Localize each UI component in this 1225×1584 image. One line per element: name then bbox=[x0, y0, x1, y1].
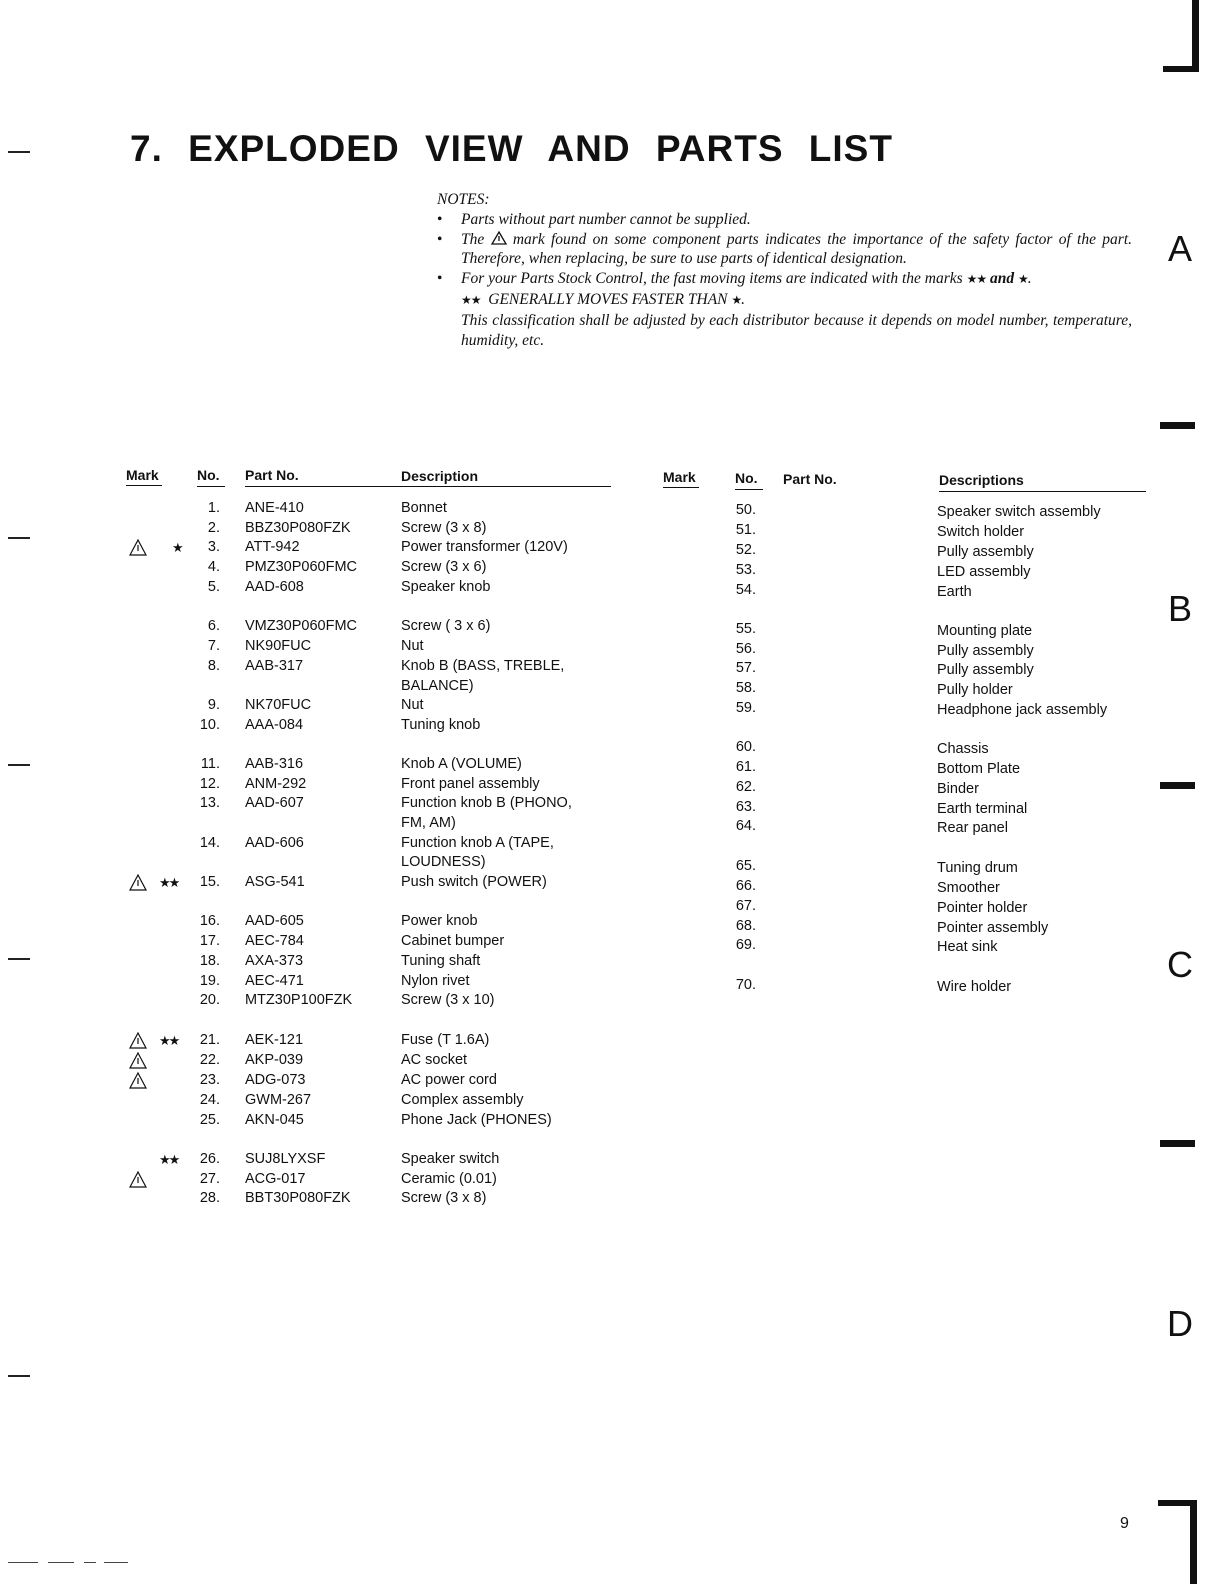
warning-triangle-icon bbox=[129, 1072, 147, 1089]
region-letter-c: C bbox=[1167, 944, 1193, 985]
header-underline bbox=[735, 489, 763, 490]
part-description: Speaker switch assembly bbox=[937, 504, 1101, 520]
part-number: AEC-784 bbox=[245, 933, 304, 949]
part-description: Bottom Plate bbox=[937, 761, 1021, 777]
part-number: AXA-373 bbox=[245, 953, 304, 969]
part-number: ACG-017 bbox=[245, 1171, 306, 1187]
row-number: 6. bbox=[207, 618, 220, 634]
notes-block bbox=[437, 190, 1132, 350]
part-description: Power transformer (120V) bbox=[401, 539, 568, 555]
part-description: Screw ( 3 x 6) bbox=[401, 618, 491, 634]
row-number: 62. bbox=[735, 779, 756, 795]
part-description: BALANCE) bbox=[401, 678, 474, 694]
part-number: ADG-073 bbox=[245, 1072, 306, 1088]
part-description: Nut bbox=[401, 697, 424, 713]
part-description: Tuning drum bbox=[937, 860, 1018, 876]
bottom-dash bbox=[84, 1562, 96, 1563]
row-number: 19. bbox=[199, 973, 220, 989]
note-text: mark found on some component parts indicates the importance of the safety factor of the part. Therefore, when replacing, be sure to use parts of identical designation. bbox=[461, 230, 1132, 268]
row-number: 60. bbox=[735, 739, 756, 755]
crop-mark-bottom-right bbox=[1190, 1500, 1197, 1584]
row-number: 15. bbox=[199, 874, 220, 890]
row-number: 9. bbox=[207, 697, 220, 713]
row-number: 57. bbox=[735, 660, 756, 676]
part-number: AAA-084 bbox=[245, 717, 304, 733]
warning-triangle-icon bbox=[129, 1052, 147, 1069]
part-description: Binder bbox=[937, 781, 979, 797]
part-description: Rear panel bbox=[937, 820, 1008, 836]
part-description: Screw (3 x 8) bbox=[401, 520, 487, 536]
part-number: SUJ8LYXSF bbox=[245, 1151, 326, 1167]
note-line bbox=[437, 290, 1132, 311]
row-number: 23. bbox=[199, 1072, 220, 1088]
left-tick-mark bbox=[8, 537, 30, 539]
row-number: 66. bbox=[735, 878, 756, 894]
left-header-part-no: Part No. bbox=[245, 467, 299, 483]
part-description: Power knob bbox=[401, 913, 478, 929]
part-number: AEK-121 bbox=[245, 1032, 304, 1048]
part-number: AEC-471 bbox=[245, 973, 304, 989]
right-header-no: No. bbox=[735, 470, 758, 486]
page-number: 9 bbox=[1120, 1515, 1129, 1532]
row-number: 59. bbox=[735, 700, 756, 716]
note-item bbox=[437, 210, 1132, 230]
star-icon: ★ bbox=[731, 292, 742, 307]
row-number: 24. bbox=[199, 1092, 220, 1108]
part-description: Speaker knob bbox=[401, 579, 491, 595]
part-number: NK90FUC bbox=[245, 638, 312, 654]
region-letter-d: D bbox=[1167, 1303, 1193, 1344]
double-star-icon: ★★ bbox=[159, 875, 179, 890]
bottom-dash bbox=[48, 1562, 74, 1563]
double-star-icon: ★★ bbox=[159, 1152, 179, 1167]
part-description: Wire holder bbox=[937, 979, 1012, 995]
header-underline bbox=[197, 486, 225, 487]
row-number: 7. bbox=[207, 638, 220, 654]
region-bar bbox=[1160, 1140, 1195, 1147]
part-number: ANE-410 bbox=[245, 500, 304, 516]
part-description: Headphone jack assembly bbox=[937, 702, 1108, 718]
warning-triangle-icon bbox=[129, 539, 147, 556]
header-underline bbox=[126, 485, 162, 486]
part-description: LOUDNESS) bbox=[401, 854, 486, 870]
note-item bbox=[437, 230, 1132, 270]
part-description: Switch holder bbox=[937, 524, 1025, 540]
row-number: 65. bbox=[735, 858, 756, 874]
double-star-icon: ★★ bbox=[461, 292, 481, 307]
star-icon: ★ bbox=[1017, 272, 1028, 287]
part-description: Nylon rivet bbox=[401, 973, 470, 989]
part-description: Tuning knob bbox=[401, 717, 481, 733]
note-line: This classification shall be adjusted by each distributor because it depends on model number, temperature, humidity, etc. bbox=[461, 311, 1132, 349]
row-number: 50. bbox=[735, 502, 756, 518]
part-number: AAB-317 bbox=[245, 658, 304, 674]
left-header-description: Description bbox=[401, 468, 479, 484]
part-number: VMZ30P060FMC bbox=[245, 618, 358, 634]
part-description: Mounting plate bbox=[937, 623, 1033, 639]
row-number: 17. bbox=[199, 933, 220, 949]
note-text: Parts without part number cannot be supplied. bbox=[461, 210, 751, 228]
part-description: Front panel assembly bbox=[401, 776, 540, 792]
note-item bbox=[437, 269, 1132, 290]
header-underline bbox=[663, 487, 699, 488]
row-number: 51. bbox=[735, 522, 756, 538]
row-number: 61. bbox=[735, 759, 756, 775]
part-number: ASG-541 bbox=[245, 874, 305, 890]
part-description: Earth bbox=[937, 584, 972, 600]
part-description: Chassis bbox=[937, 741, 989, 757]
right-header-description: Descriptions bbox=[939, 472, 1024, 488]
bottom-dash bbox=[104, 1562, 128, 1563]
part-number: AAD-605 bbox=[245, 913, 304, 929]
row-number: 18. bbox=[199, 953, 220, 969]
part-description: Bonnet bbox=[401, 500, 447, 516]
note-text: and bbox=[989, 270, 1015, 288]
row-number: 13. bbox=[199, 795, 220, 811]
notes-heading: NOTES: bbox=[437, 191, 490, 208]
double-star-icon: ★★ bbox=[966, 272, 987, 287]
part-description: Screw (3 x 10) bbox=[401, 992, 495, 1008]
part-description: Phone Jack (PHONES) bbox=[401, 1112, 552, 1128]
row-number: 64. bbox=[735, 818, 756, 834]
row-number: 69. bbox=[735, 937, 756, 953]
header-underline bbox=[939, 491, 1146, 492]
part-number: MTZ30P100FZK bbox=[245, 992, 353, 1008]
part-description: Ceramic (0.01) bbox=[401, 1171, 497, 1187]
note-text: . bbox=[741, 290, 746, 308]
part-number: BBT30P080FZK bbox=[245, 1190, 351, 1206]
part-number: BBZ30P080FZK bbox=[245, 520, 351, 536]
left-header-mark: Mark bbox=[126, 467, 159, 483]
row-number: 68. bbox=[735, 918, 756, 934]
part-description: Speaker switch bbox=[401, 1151, 500, 1167]
warning-triangle-icon bbox=[491, 231, 507, 245]
crop-mark-top-right-foot bbox=[1163, 66, 1199, 72]
row-number: 25. bbox=[199, 1112, 220, 1128]
part-description: Earth terminal bbox=[937, 801, 1028, 817]
part-number: GWM-267 bbox=[245, 1092, 312, 1108]
part-description: Heat sink bbox=[937, 939, 998, 955]
part-description: LED assembly bbox=[937, 564, 1031, 580]
row-number: 28. bbox=[199, 1190, 220, 1206]
row-number: 11. bbox=[200, 756, 220, 772]
part-number: ATT-942 bbox=[245, 539, 300, 555]
part-description: Pully assembly bbox=[937, 544, 1034, 560]
row-number: 70. bbox=[735, 977, 756, 993]
part-description: Cabinet bumper bbox=[401, 933, 505, 949]
note-text: The bbox=[461, 230, 485, 248]
part-description: Pully holder bbox=[937, 682, 1013, 698]
part-description: Pointer holder bbox=[937, 900, 1028, 916]
left-tick-mark bbox=[8, 958, 30, 960]
left-tick-mark bbox=[8, 1375, 30, 1377]
note-text: . bbox=[1027, 270, 1032, 288]
part-description: Knob B (BASS, TREBLE, bbox=[401, 658, 565, 674]
part-description: AC socket bbox=[401, 1052, 468, 1068]
region-letter-a: A bbox=[1167, 228, 1192, 269]
part-description: FM, AM) bbox=[401, 815, 456, 831]
right-header-part-no: Part No. bbox=[783, 471, 837, 487]
part-description: Knob A (VOLUME) bbox=[401, 756, 522, 772]
row-number: 21. bbox=[199, 1032, 220, 1048]
left-tick-mark bbox=[8, 764, 30, 766]
row-number: 67. bbox=[735, 898, 756, 914]
row-number: 26. bbox=[199, 1151, 220, 1167]
row-number: 27. bbox=[199, 1171, 220, 1187]
page-title: 7. EXPLODED VIEW AND PARTS LIST bbox=[130, 128, 893, 169]
row-number: 16. bbox=[199, 913, 220, 929]
part-description: Smoother bbox=[937, 880, 1000, 896]
row-number: 55. bbox=[735, 621, 756, 637]
left-header-no: No. bbox=[197, 467, 220, 483]
part-description: Screw (3 x 6) bbox=[401, 559, 487, 575]
part-description: Tuning shaft bbox=[401, 953, 481, 969]
part-number: AAD-608 bbox=[245, 579, 304, 595]
row-number: 58. bbox=[735, 680, 756, 696]
part-description: AC power cord bbox=[401, 1072, 497, 1088]
double-star-icon: ★★ bbox=[159, 1033, 179, 1048]
part-description: Push switch (POWER) bbox=[401, 874, 547, 890]
part-description: Screw (3 x 8) bbox=[401, 1190, 487, 1206]
part-number: PMZ30P060FMC bbox=[245, 559, 358, 575]
header-underline bbox=[245, 486, 611, 487]
row-number: 12. bbox=[199, 776, 220, 792]
row-number: 4. bbox=[207, 559, 220, 575]
row-number: 20. bbox=[199, 992, 220, 1008]
part-description: Pully assembly bbox=[937, 662, 1034, 678]
right-header-mark: Mark bbox=[663, 469, 696, 485]
part-description: Fuse (T 1.6A) bbox=[401, 1032, 490, 1048]
part-description: Complex assembly bbox=[401, 1092, 524, 1108]
row-number: 3. bbox=[207, 539, 220, 555]
crop-mark-bottom-right-top bbox=[1158, 1500, 1197, 1506]
part-description: Pointer assembly bbox=[937, 920, 1049, 936]
note-text: For your Parts Stock Control, the fast moving items are indicated with the marks bbox=[461, 270, 963, 288]
note-text: GENERALLY MOVES FASTER THAN bbox=[488, 290, 728, 308]
region-letter-b: B bbox=[1167, 588, 1192, 629]
warning-triangle-icon bbox=[129, 1171, 147, 1188]
region-bar bbox=[1160, 782, 1195, 789]
warning-triangle-icon bbox=[129, 874, 147, 891]
row-number: 1. bbox=[207, 500, 220, 516]
row-number: 2. bbox=[207, 520, 220, 536]
row-number: 10. bbox=[199, 717, 220, 733]
row-number: 8. bbox=[207, 658, 220, 674]
star-icon: ★ bbox=[172, 540, 182, 555]
row-number: 22. bbox=[199, 1052, 220, 1068]
row-number: 54. bbox=[735, 582, 756, 598]
warning-triangle-icon bbox=[129, 1032, 147, 1049]
part-description: Function knob B (PHONO, bbox=[401, 795, 572, 811]
part-number: AAD-606 bbox=[245, 835, 304, 851]
part-number: AKP-039 bbox=[245, 1052, 304, 1068]
part-number: ANM-292 bbox=[245, 776, 307, 792]
row-number: 5. bbox=[207, 579, 220, 595]
row-number: 53. bbox=[735, 562, 756, 578]
region-bar bbox=[1160, 422, 1195, 429]
part-description: Nut bbox=[401, 638, 424, 654]
part-description: Function knob A (TAPE, bbox=[401, 835, 554, 851]
part-number: AAD-607 bbox=[245, 795, 304, 811]
bottom-dash bbox=[8, 1562, 38, 1563]
crop-mark-top-right bbox=[1192, 0, 1199, 72]
row-number: 52. bbox=[735, 542, 756, 558]
part-number: NK70FUC bbox=[245, 697, 312, 713]
row-number: 63. bbox=[735, 799, 756, 815]
part-number: AAB-316 bbox=[245, 756, 304, 772]
row-number: 56. bbox=[735, 641, 756, 657]
row-number: 14. bbox=[199, 835, 220, 851]
part-description: Pully assembly bbox=[937, 643, 1034, 659]
left-tick-mark bbox=[8, 151, 30, 153]
part-number: AKN-045 bbox=[245, 1112, 304, 1128]
